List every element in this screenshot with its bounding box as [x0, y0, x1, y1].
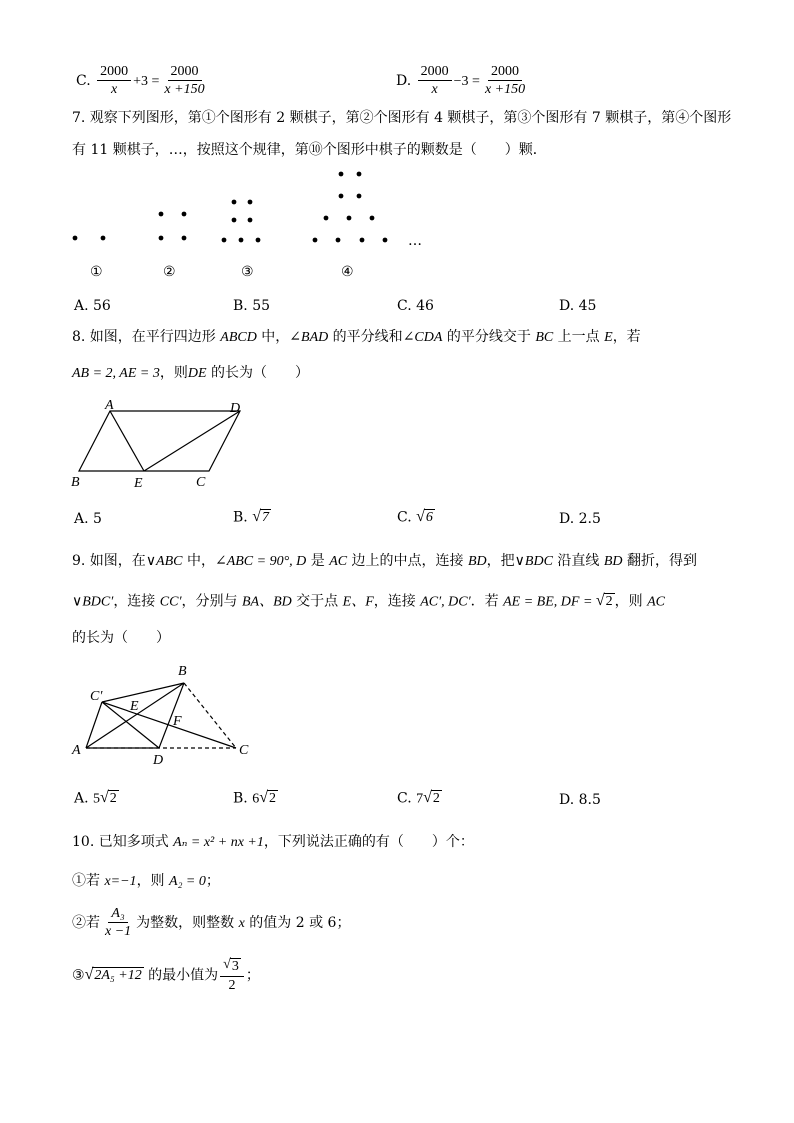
dot	[357, 172, 362, 177]
q7-option-d: D. 45	[559, 298, 597, 314]
fraction: $\frac{2000}{x}$	[97, 64, 131, 98]
point-label-c-prime: C′	[90, 689, 103, 704]
dot	[347, 216, 352, 221]
dot	[222, 238, 227, 243]
q10-item-1: ①若 x=−1，则 A₂ = 0；	[72, 873, 220, 889]
operator-text: −3 =	[453, 73, 480, 89]
q7-stem-line1: 7. 观察下列图形，第①个图形有 2 颗棋子，第②个图形有 4 颗棋子，第③个图形有 7 颗棋子，第④个图形	[72, 110, 732, 126]
q10-stem: 10. 已知多项式 Aₙ = x² + nx +1，下列说法正确的有（ ）个：	[72, 834, 474, 850]
q10-item-3: ③ √ 2A₅ +12 的最小值为 √ 3 2 ；	[72, 957, 260, 994]
q9-option-a: A. 5 √ 2	[74, 789, 117, 807]
dot	[73, 236, 78, 241]
fraction: $\frac{2000}{x}$	[418, 64, 452, 98]
q8-parallelogram-diagram	[68, 398, 258, 493]
figure-label-3: ③	[241, 264, 254, 280]
sqrt-expression: √ 6	[416, 508, 433, 525]
point-label-c: C	[196, 475, 206, 490]
figure-4-dots	[313, 172, 388, 243]
point-label-e: E	[130, 699, 139, 714]
q7-stem-line2: 有 11 颗棋子，…，按照这个规律，第⑩个图形中棋子的颗数是（ ）颗．	[72, 142, 547, 158]
q8-option-d: D. 2.5	[559, 511, 601, 527]
q9-option-b: B. 6 √ 2	[233, 789, 276, 807]
point-label-d: D	[153, 753, 164, 768]
fraction: $\frac{\text{A₃}}{x -1}$	[105, 906, 132, 940]
sqrt-expression: √ 3	[223, 957, 239, 974]
dot	[370, 216, 375, 221]
operator-text: +3 =	[133, 73, 160, 89]
point-label-a: A	[105, 398, 114, 413]
segment-c1a	[86, 702, 102, 748]
dot	[313, 238, 318, 243]
dot	[339, 194, 344, 199]
q8-option-a: A. 5	[74, 511, 102, 527]
figure-2-dots	[159, 212, 187, 241]
dot	[239, 238, 244, 243]
dot	[336, 238, 341, 243]
q8-option-c: C. √ 6	[397, 508, 433, 526]
figure-label-4: ④	[341, 264, 354, 280]
q8-stem-line1: 8. 如图，在平行四边形 ABCD 中，∠BAD 的平分线和∠CDA 的平分线交于 BC 上一点 E，若	[72, 329, 641, 345]
dot	[182, 236, 187, 241]
dot	[360, 238, 365, 243]
option-label: D.	[396, 72, 412, 89]
sqrt-expression: √ 2	[259, 789, 276, 806]
point-label-c: C	[239, 743, 249, 758]
sqrt-expression: √ 2	[423, 789, 440, 806]
figure-label-1: ①	[90, 264, 103, 280]
q9-triangle-diagram	[66, 662, 266, 772]
dot	[324, 216, 329, 221]
dot	[383, 238, 388, 243]
fraction: $\frac{2000}{x +150}$	[164, 64, 205, 98]
point-label-a: A	[72, 743, 81, 758]
figure-label-2: ②	[163, 264, 176, 280]
point-label-e: E	[134, 476, 143, 491]
q6-option-c	[76, 64, 210, 98]
q9-option-c: C. 7 √ 2	[397, 789, 440, 807]
segment-c1b	[102, 683, 184, 702]
sqrt-expression: √ 7	[252, 508, 269, 525]
q10-item-2: ②若 $\frac{\text{A₃}}{x -1}$ 为整数，则整数 x 的值为 2 或 6；	[72, 906, 351, 940]
dot	[182, 212, 187, 217]
point-label-b: B	[178, 664, 187, 679]
q9-option-d: D. 8.5	[559, 792, 601, 808]
dot	[159, 212, 164, 217]
figure-3-dots	[222, 200, 261, 243]
sqrt-expression: √ 2	[595, 592, 613, 609]
q6-option-d	[396, 64, 530, 98]
q9-stem-line2: ∨BDC′，连接 CC′，分别与 BA、BD 交于点 E、F，连接 AC′, DC′．若 AE = BE, DF = √ 2 ，则 AC	[72, 592, 666, 610]
dot	[232, 200, 237, 205]
segment-ae	[110, 411, 144, 471]
sqrt-expression: √ 2A₅ +12	[84, 966, 142, 984]
dot	[159, 236, 164, 241]
segment-de	[144, 411, 240, 471]
q9-stem-line3: 的长为（ ）	[72, 630, 170, 646]
dot	[339, 172, 344, 177]
segment-bc-dashed	[184, 683, 236, 748]
dot	[232, 218, 237, 223]
sqrt-expression: √ 2	[100, 789, 117, 806]
q7-dot-figures	[60, 166, 520, 249]
q7-option-b: B. 55	[233, 298, 271, 314]
segment-c1c	[102, 702, 236, 748]
point-label-f: F	[173, 714, 182, 729]
option-label: C.	[76, 72, 91, 89]
fraction: $\frac{2000}{x +150}$	[484, 64, 526, 98]
q8-option-b: B. √ 7	[233, 508, 269, 526]
ellipsis-text: …	[408, 233, 422, 249]
point-label-d: D	[230, 401, 241, 416]
dot	[357, 194, 362, 199]
dot	[248, 218, 253, 223]
dot	[248, 200, 253, 205]
q9-stem-line1: 9. 如图，在∨ABC 中，∠ABC = 90°, D 是 AC 边上的中点，连接 BD，把∨BDC 沿直线 BD 翻折，得到	[72, 553, 697, 569]
dot	[101, 236, 106, 241]
point-label-b: B	[71, 475, 80, 490]
fraction: √ 3 2	[220, 958, 244, 993]
q7-option-c: C. 46	[397, 298, 434, 314]
q7-option-a: A. 56	[74, 298, 111, 314]
figure-1-dots	[73, 236, 106, 241]
dot	[256, 238, 261, 243]
q8-stem-line2: AB = 2, AE = 3，则DE 的长为（ ）	[72, 365, 309, 381]
